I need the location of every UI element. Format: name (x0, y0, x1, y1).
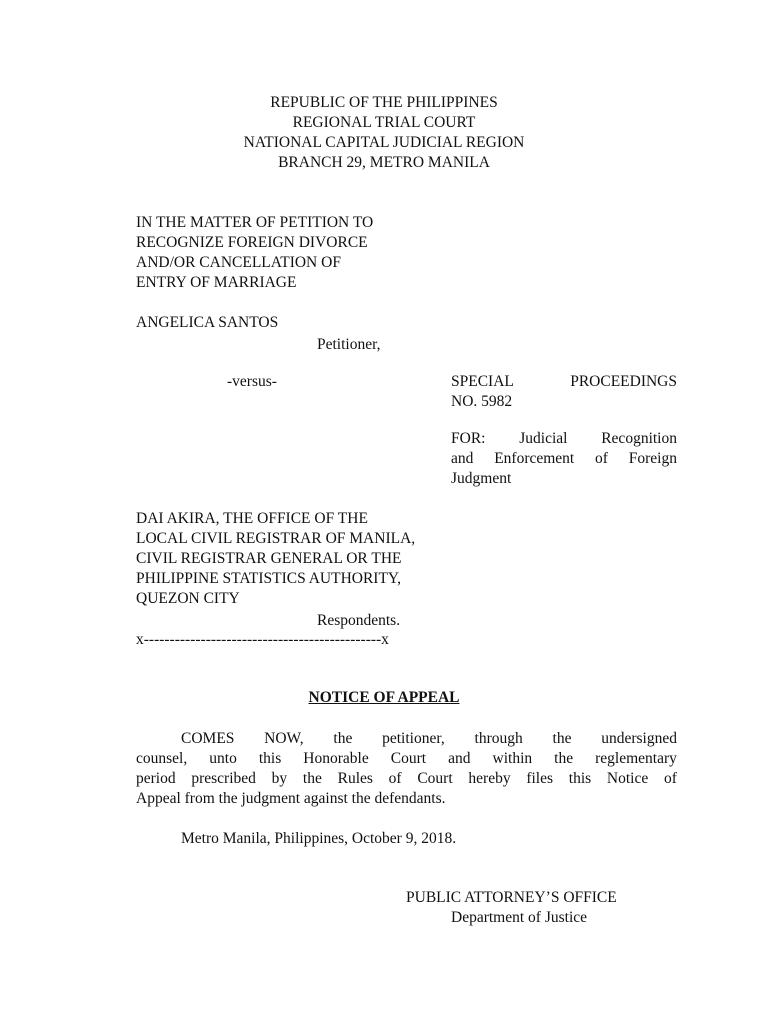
word: undersigned (601, 730, 677, 747)
header-branch: BRANCH 29, METRO MANILA (278, 154, 490, 171)
word: of (664, 770, 677, 787)
respondents-role: Respondents. (317, 612, 401, 629)
word: this (258, 750, 282, 767)
court-header (0, 93, 768, 173)
header-court: REGIONAL TRIAL COURT (292, 114, 476, 131)
word: the (333, 730, 353, 747)
paragraph-line (181, 729, 677, 749)
matter-line: IN THE MATTER OF PETITION TO (136, 214, 374, 231)
for-word: Recognition (601, 430, 677, 447)
header-republic: REPUBLIC OF THE PHILIPPINES (270, 94, 498, 111)
word: Court (417, 770, 453, 787)
word: and (448, 750, 471, 767)
word: Appeal from the judgment against the defendants. (136, 790, 446, 807)
word: this (568, 770, 592, 787)
word: unto (209, 750, 237, 767)
word: through (474, 730, 523, 747)
matter-line: ENTRY OF MARRIAGE (136, 274, 297, 291)
header-region: NATIONAL CAPITAL JUDICIAL REGION (243, 134, 525, 151)
word: Honorable (303, 750, 369, 767)
paragraph-line (136, 749, 677, 769)
petitioner-name: ANGELICA SANTOS (136, 314, 279, 331)
paragraph-line (136, 789, 677, 809)
matter-line: RECOGNIZE FOREIGN DIVORCE (136, 234, 368, 251)
word: COMES (181, 730, 235, 747)
signature-office: PUBLIC ATTORNEY’S OFFICE (406, 889, 617, 906)
paragraph-line (136, 769, 677, 789)
petitioner-role: Petitioner, (317, 336, 381, 353)
for-word: Judicial (519, 430, 568, 447)
place-date: Metro Manila, Philippines, October 9, 2018. (181, 830, 457, 847)
matter-title (136, 213, 373, 293)
word: the (552, 730, 572, 747)
case-number-line2: NO. 5982 (451, 393, 513, 410)
word: within (492, 750, 533, 767)
respondents-block (136, 509, 415, 609)
word: Court (390, 750, 427, 767)
case-word: SPECIAL (451, 373, 514, 390)
for-word: of (595, 450, 608, 467)
respondent-line: QUEZON CITY (136, 590, 240, 607)
for-line (451, 449, 677, 469)
signature-department: Department of Justice (451, 909, 588, 926)
word: prescribed (191, 770, 256, 787)
word: the (302, 770, 322, 787)
respondent-line: CIVIL REGISTRAR GENERAL OR THE (136, 550, 402, 567)
word: NOW, (264, 730, 304, 747)
for-line (451, 429, 677, 449)
versus-label: -versus- (227, 373, 277, 390)
for-word: and (451, 450, 474, 467)
caption-separator: x----------------------------------------------x (136, 631, 389, 648)
word: petitioner, (382, 730, 445, 747)
word: Rules (337, 770, 373, 787)
word: counsel, (136, 750, 188, 767)
word: period (136, 770, 176, 787)
word: files (526, 770, 554, 787)
matter-line: AND/OR CANCELLATION OF (136, 254, 341, 271)
notice-title: NOTICE OF APPEAL (308, 689, 460, 706)
for-line3: Judgment (451, 470, 512, 487)
word: of (388, 770, 402, 787)
word: reglementary (595, 750, 677, 767)
respondent-line: LOCAL CIVIL REGISTRAR OF MANILA, (136, 530, 416, 547)
case-word: PROCEEDINGS (570, 373, 677, 390)
word: by (271, 770, 288, 787)
case-number-line (451, 372, 677, 392)
respondent-line: DAI AKIRA, THE OFFICE OF THE (136, 510, 368, 527)
for-word: FOR: (451, 430, 486, 447)
word: the (554, 750, 574, 767)
for-word: Foreign (628, 450, 677, 467)
word: hereby (468, 770, 511, 787)
word: Notice (606, 770, 649, 787)
respondent-line: PHILIPPINE STATISTICS AUTHORITY, (136, 570, 402, 587)
for-word: Enforcement (494, 450, 575, 467)
